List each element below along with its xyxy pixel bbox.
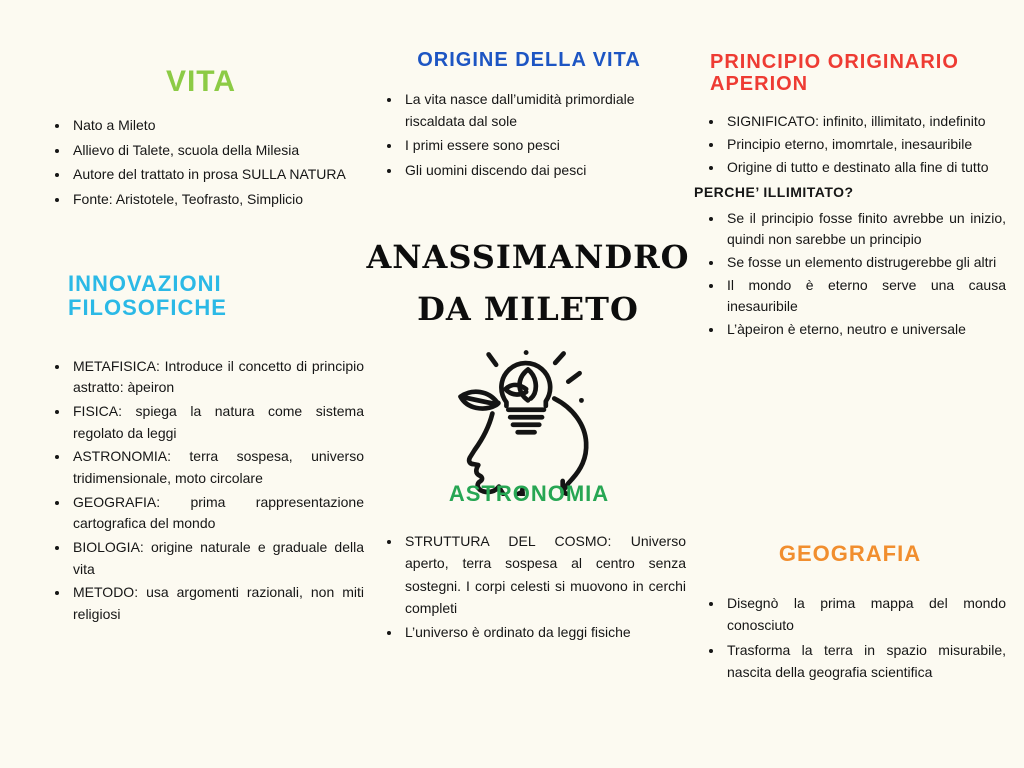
list-item: • Disegnò la prima mappa del mondo conosciuto <box>724 592 1006 637</box>
list-item: • Gli uomini discendo dai pesci <box>402 159 686 181</box>
page-title-line1: ANASSIMANDRO <box>366 238 690 276</box>
head-lightbulb-leaf-icon <box>352 346 704 501</box>
list-item: • GEOGRAFIA: prima rappresentazione cartografica del mondo <box>70 492 364 535</box>
astronomia-heading: ASTRONOMIA <box>448 481 610 506</box>
list-item: • Nato a Mileto <box>70 114 362 136</box>
geografia-heading: GEOGRAFIA <box>778 541 922 566</box>
section-astronomia <box>372 482 686 646</box>
geografia-list <box>694 592 1006 684</box>
list-item: • ASTRONOMIA: terra sospesa, universo tridimensionale, moto circolare <box>70 446 364 489</box>
list-item: • Se il principio fosse finito avrebbe un inizio, quindi non sarebbe un principio <box>724 208 1006 250</box>
astronomia-list <box>372 530 686 644</box>
list-item: • Il mondo è eterno serve una causa inesauribile <box>724 275 1006 317</box>
list-item: • METODO: usa argomenti razionali, non miti religiosi <box>70 582 364 625</box>
list-item: • STRUTTURA DEL COSMO: Universo aperto, terra sospesa al centro senza sostegni. I corpi celesti si muovono in cerchi completi <box>402 530 686 620</box>
list-item: • La vita nasce dall’umidità primordiale riscaldata dal sole <box>402 88 686 133</box>
section-origine-della-vita <box>372 50 686 183</box>
section-innovazioni-filosofiche <box>40 272 364 628</box>
list-item: • Origine di tutto e destinato alla fine di tutto <box>724 157 1006 178</box>
vita-list <box>40 114 362 210</box>
innovazioni-heading: INNOVAZIONI FILOSOFICHE <box>68 271 227 320</box>
list-item: • Allievo di Talete, scuola della Milesia <box>70 139 362 161</box>
aperion-subheading: PERCHE’ ILLIMITATO? <box>694 184 854 201</box>
list-item: • Fonte: Aristotele, Teofrasto, Simplicio <box>70 188 362 210</box>
origine-list <box>372 88 686 182</box>
center-title-block <box>352 232 704 501</box>
list-item: • L’universo è ordinato da leggi fisiche <box>402 621 686 643</box>
list-item: • Se fosse un elemento distrugerebbe gli altri <box>724 252 1006 273</box>
aperion-heading: PRINCIPIO ORIGINARIO APERION <box>710 51 959 95</box>
section-vita <box>40 66 362 212</box>
page-title-line2: DA MILETO <box>417 289 639 328</box>
list-item: • FISICA: spiega la natura come sistema regolato da leggi <box>70 401 364 444</box>
list-item: • METAFISICA: Introduce il concetto di principio astratto: àpeiron <box>70 356 364 399</box>
innovazioni-list <box>40 356 364 626</box>
aperion-list <box>694 111 1006 178</box>
list-item: • Principio eterno, imomrtale, inesauribile <box>724 134 1006 155</box>
aperion-sublist <box>694 208 1006 340</box>
vita-heading: VITA <box>165 65 237 98</box>
page-title <box>352 232 704 336</box>
list-item: • I primi essere sono pesci <box>402 134 686 156</box>
section-geografia <box>694 542 1006 685</box>
list-item: • L’àpeiron è eterno, neutro e universale <box>724 319 1006 340</box>
list-item: • BIOLOGIA: origine naturale e graduale della vita <box>70 537 364 580</box>
list-item: • SIGNIFICATO: infinito, illimitato, indefinito <box>724 111 1006 132</box>
origine-heading: ORIGINE DELLA VITA <box>417 49 641 71</box>
list-item: • Trasforma la terra in spazio misurabile, nascita della geografia scientifica <box>724 639 1006 684</box>
section-principio-originario-aperion <box>694 52 1006 342</box>
list-item: • Autore del trattato in prosa SULLA NATURA <box>70 163 362 185</box>
